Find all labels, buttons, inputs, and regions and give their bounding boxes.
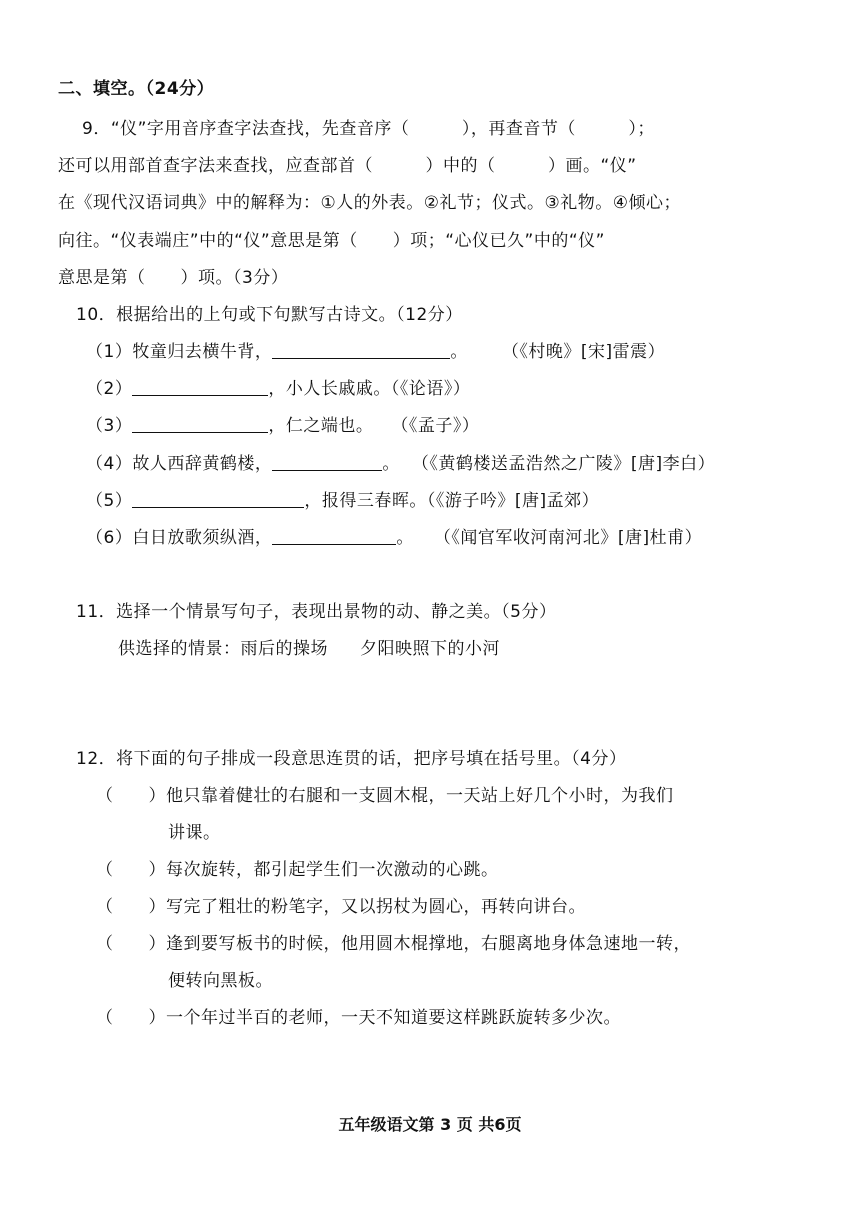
q10-item-4 (86, 453, 715, 475)
item-number: （5） (86, 491, 133, 511)
page-footer: 五年级语文第 3 页 共6页 (338, 1115, 522, 1134)
poem-line: ，报得三春晖。 (304, 491, 427, 511)
q12-sentence-3 (96, 896, 586, 918)
sentence-text: 每次旋转，都引起学生们一次激动的心跳。 (166, 860, 499, 880)
q12-sentence-1-cont: 讲课。 (168, 823, 221, 843)
poem-source: （《黄鹤楼送孟浩然之广陵》[唐]李白） (411, 454, 716, 474)
q9-line-4: 向往。“仪表端庄”中的“仪”意思是第（ ）项；“心仪已久”中的“仪” (58, 231, 605, 251)
poem-source: （《村晚》[宋]雷震） (501, 342, 666, 362)
poem-line: 。 (382, 454, 400, 474)
q12-title: 12．将下面的句子排成一段意思连贯的话，把序号填在括号里。（4分） (76, 749, 627, 769)
answer-blank[interactable] (132, 379, 268, 396)
q12-sentence-5 (96, 1007, 621, 1029)
q9-line-5: 意思是第（ ）项。（3分） (58, 268, 289, 288)
q11-option-2: 夕阳映照下的小河 (360, 639, 500, 659)
section-title: 二、填空。（24分） (58, 79, 215, 99)
q11-title: 11．选择一个情景写句子，表现出景物的动、静之美。（5分） (76, 602, 557, 622)
q12-sentence-4 (96, 933, 691, 955)
poem-source: （《论语》） (390, 379, 471, 399)
q10-item-1 (86, 341, 665, 363)
poem-line: 故人西辞黄鹤楼， (132, 454, 273, 474)
poem-line: 。 (450, 342, 468, 362)
item-number: （4） (86, 454, 133, 474)
poem-line: 白日放歌须纵酒， (132, 528, 273, 548)
q9-line-2: 还可以用部首查字法来查找，应查部首（ ）中的（ ）画。“仪” (58, 156, 637, 176)
poem-line: 牧童归去横牛背， (132, 342, 273, 362)
sentence-text: 写完了粗壮的粉笔字，又以拐杖为圆心，再转向讲台。 (166, 897, 586, 917)
sentence-text: 逢到要写板书的时候，他用圆木棍撑地，右腿离地身体急速地一转， (166, 934, 691, 954)
sentence-text: 一个年过半百的老师，一天不知道要这样跳跃旋转多少次。 (166, 1008, 621, 1028)
item-number: （6） (86, 528, 133, 548)
q10-item-3 (86, 415, 479, 437)
poem-line: 。 (396, 528, 414, 548)
q9-line-1: 9．“仪”字用音序查字法查找，先查音序（ ），再查音节（ ）； (82, 119, 655, 139)
order-bracket[interactable]: （ ） (96, 1008, 166, 1028)
q10-item-5 (86, 490, 599, 512)
item-number: （2） (86, 379, 133, 399)
order-bracket[interactable]: （ ） (96, 786, 166, 806)
q12-sentence-2 (96, 859, 499, 881)
order-bracket[interactable]: （ ） (96, 934, 166, 954)
q10-item-6 (86, 527, 702, 549)
poem-source: （《闻官军收河南河北》[唐]杜甫） (433, 528, 703, 548)
order-bracket[interactable]: （ ） (96, 897, 166, 917)
q9-line-3: 在《现代汉语词典》中的解释为：①人的外表。②礼节；仪式。③礼物。④倾心； (58, 193, 681, 213)
q12-sentence-1 (96, 785, 674, 807)
q10-item-2 (86, 378, 470, 400)
q12-sentence-4-cont: 便转向黑板。 (168, 971, 273, 991)
item-number: （3） (86, 416, 133, 436)
poem-source: （《孟子》） (391, 416, 480, 436)
answer-blank[interactable] (272, 454, 382, 471)
q11-option-1: 供选择的情景：雨后的操场 (118, 639, 328, 659)
answer-blank[interactable] (272, 342, 450, 359)
order-bracket[interactable]: （ ） (96, 860, 166, 880)
q11-options (118, 638, 500, 660)
poem-source: （《游子吟》[唐]孟郊） (426, 491, 600, 511)
poem-line: ，仁之端也。 (268, 416, 374, 436)
q10-title: 10．根据给出的上句或下句默写古诗文。（12分） (76, 305, 463, 325)
answer-blank[interactable] (272, 528, 396, 545)
answer-blank[interactable] (132, 416, 268, 433)
answer-blank[interactable] (132, 491, 304, 508)
poem-line: ，小人长戚戚。 (268, 379, 391, 399)
item-number: （1） (86, 342, 133, 362)
sentence-text: 他只靠着健壮的右腿和一支圆木棍，一天站上好几个小时，为我们 (166, 786, 674, 806)
